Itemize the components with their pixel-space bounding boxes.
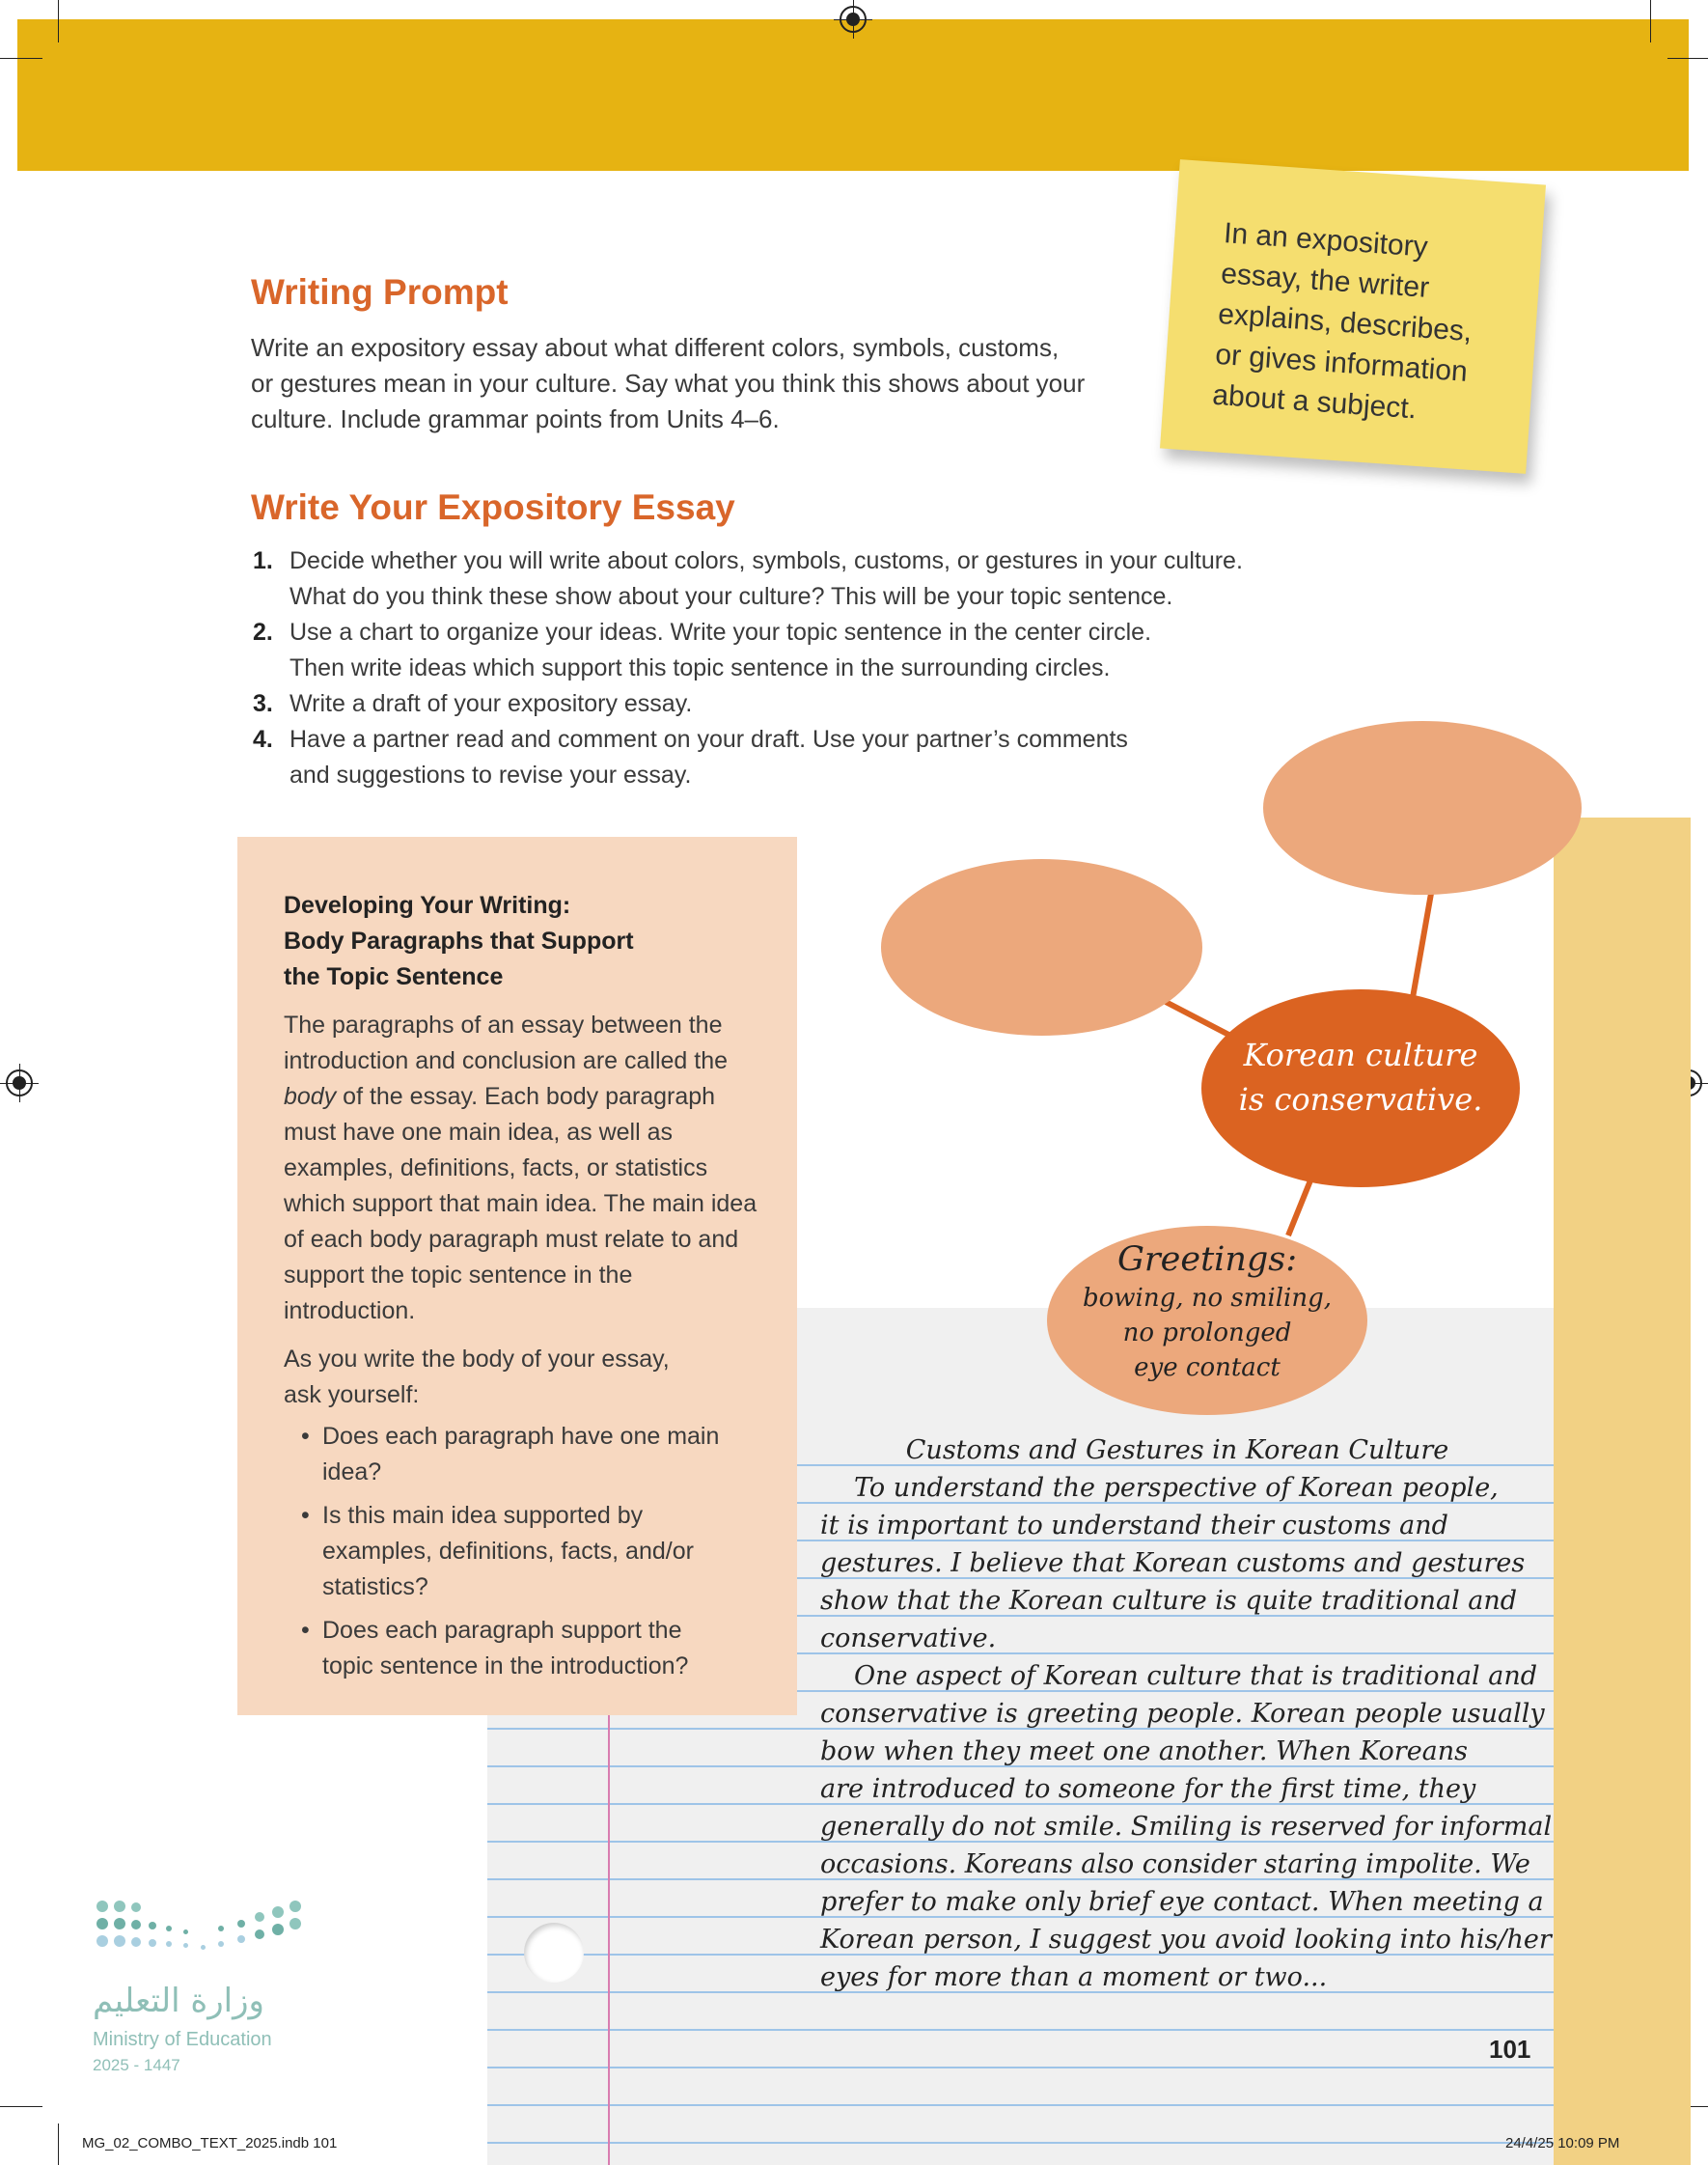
- step-line: Use a chart to organize your ideas. Write your topic sentence in the center circle.: [289, 619, 1152, 646]
- step-number: 2.: [253, 619, 273, 646]
- essay-line: To understand the perspective of Korean people,: [854, 1473, 1499, 1503]
- center-line: Korean culture: [1243, 1037, 1478, 1073]
- essay-line: occasions. Koreans also consider staring impolite. We: [820, 1849, 1530, 1879]
- sticky-line: explains, describes,: [1217, 297, 1474, 348]
- center-bubble-text: [1201, 1033, 1520, 1122]
- ministry-logo-dots-icon: [93, 1895, 305, 1972]
- writing-prompt-heading: Writing Prompt: [251, 272, 509, 312]
- essay-line: eyes for more than a moment or two...: [820, 1962, 1328, 1992]
- dev-italic-text: body: [284, 1083, 337, 1110]
- essay-line: it is important to understand their customs and: [820, 1511, 1448, 1540]
- step-number: 3.: [253, 690, 273, 717]
- essay-line: Korean person, I suggest you avoid looking into his/her: [820, 1925, 1552, 1955]
- footer-timestamp: 24/4/25 10:09 PM: [1505, 2135, 1620, 2151]
- essay-line: bow when they meet one another. When Koreans: [820, 1736, 1469, 1766]
- ministry-year: 2025 - 1447: [93, 2056, 180, 2074]
- dev-text: of the essay. Each body paragraph must have one main idea, as well as examples, definitions, facts, or statistics which support that main idea. The main idea of each body paragraph must relate to and support the topic sentence in the introduction.: [284, 1083, 758, 1324]
- step-line: Have a partner read and comment on your draft. Use your partner’s comments: [289, 726, 1128, 753]
- page-number: 101: [1489, 2035, 1531, 2064]
- step-number: 1.: [253, 547, 273, 574]
- ministry-arabic-name: وزارة التعليم: [93, 1982, 264, 2020]
- essay-line: are introduced to someone for the first time, they: [820, 1774, 1476, 1804]
- idea-bubble-empty: [881, 859, 1202, 1036]
- ministry-english-name: Ministry of Education: [93, 2029, 272, 2050]
- essay-line: gestures. I believe that Korean customs and gestures: [820, 1548, 1526, 1578]
- prompt-line: or gestures mean in your culture. Say what you think this shows about your: [251, 369, 1086, 398]
- footer-file-info: MG_02_COMBO_TEXT_2025.indb 101: [82, 2135, 338, 2151]
- essay-line: One aspect of Korean culture that is traditional and: [854, 1661, 1538, 1691]
- dev-title-line: the Topic Sentence: [284, 963, 504, 990]
- dev-question: • Does each paragraph have one main idea?: [284, 1419, 737, 1490]
- essay-title: Customs and Gestures in Korean Culture: [905, 1435, 1449, 1465]
- sticky-line: In an expository: [1223, 217, 1429, 264]
- essay-line: generally do not smile. Smiling is reserved for informal: [820, 1812, 1553, 1842]
- write-essay-heading: Write Your Expository Essay: [251, 487, 735, 527]
- step-line: and suggestions to revise your essay.: [289, 762, 692, 789]
- sticky-line: about a subject.: [1211, 378, 1419, 426]
- greetings-title: Greetings:: [1116, 1240, 1298, 1279]
- essay-line: conservative.: [820, 1624, 997, 1653]
- sticky-line: or gives information: [1214, 338, 1469, 388]
- idea-bubble-empty: [1263, 721, 1582, 895]
- essay-line: prefer to make only brief eye contact. When meeting a: [820, 1887, 1544, 1917]
- dev-paragraph: As you write the body of your essay, ask yourself:: [284, 1346, 670, 1408]
- dev-question: • Is this main idea supported by examples, definitions, facts, and/or statistics?: [284, 1498, 737, 1605]
- step-line: Write a draft of your expository essay.: [289, 690, 693, 717]
- step-number: 4.: [253, 726, 273, 753]
- greetings-line: bowing, no smiling,: [1082, 1284, 1333, 1313]
- sticky-line: essay, the writer: [1220, 257, 1431, 304]
- step-line: Then write ideas which support this topic sentence in the surrounding circles.: [289, 654, 1111, 681]
- greetings-line: no prolonged: [1122, 1318, 1292, 1347]
- prompt-line: Write an expository essay about what different colors, symbols, customs,: [251, 333, 1060, 362]
- dev-title-line: Developing Your Writing:: [284, 892, 571, 919]
- dev-text: The paragraphs of an essay between the introduction and conclusion are called the: [284, 1012, 729, 1074]
- greetings-bubble-text: [1047, 1238, 1367, 1385]
- essay-line: show that the Korean culture is quite traditional and: [820, 1586, 1518, 1616]
- center-line: is conservative.: [1238, 1081, 1483, 1118]
- prompt-line: culture. Include grammar points from Units 4–6.: [251, 404, 780, 433]
- dev-question: • Does each paragraph support the topic sentence in the introduction?: [284, 1613, 737, 1684]
- greetings-line: eye contact: [1134, 1353, 1281, 1382]
- dev-title-line: Body Paragraphs that Support: [284, 928, 634, 955]
- essay-line: conservative is greeting people. Korean people usually: [820, 1699, 1545, 1729]
- step-line: Decide whether you will write about colors, symbols, customs, or gestures in your culture.: [289, 547, 1243, 574]
- step-line: What do you think these show about your culture? This will be your topic sentence.: [289, 583, 1173, 610]
